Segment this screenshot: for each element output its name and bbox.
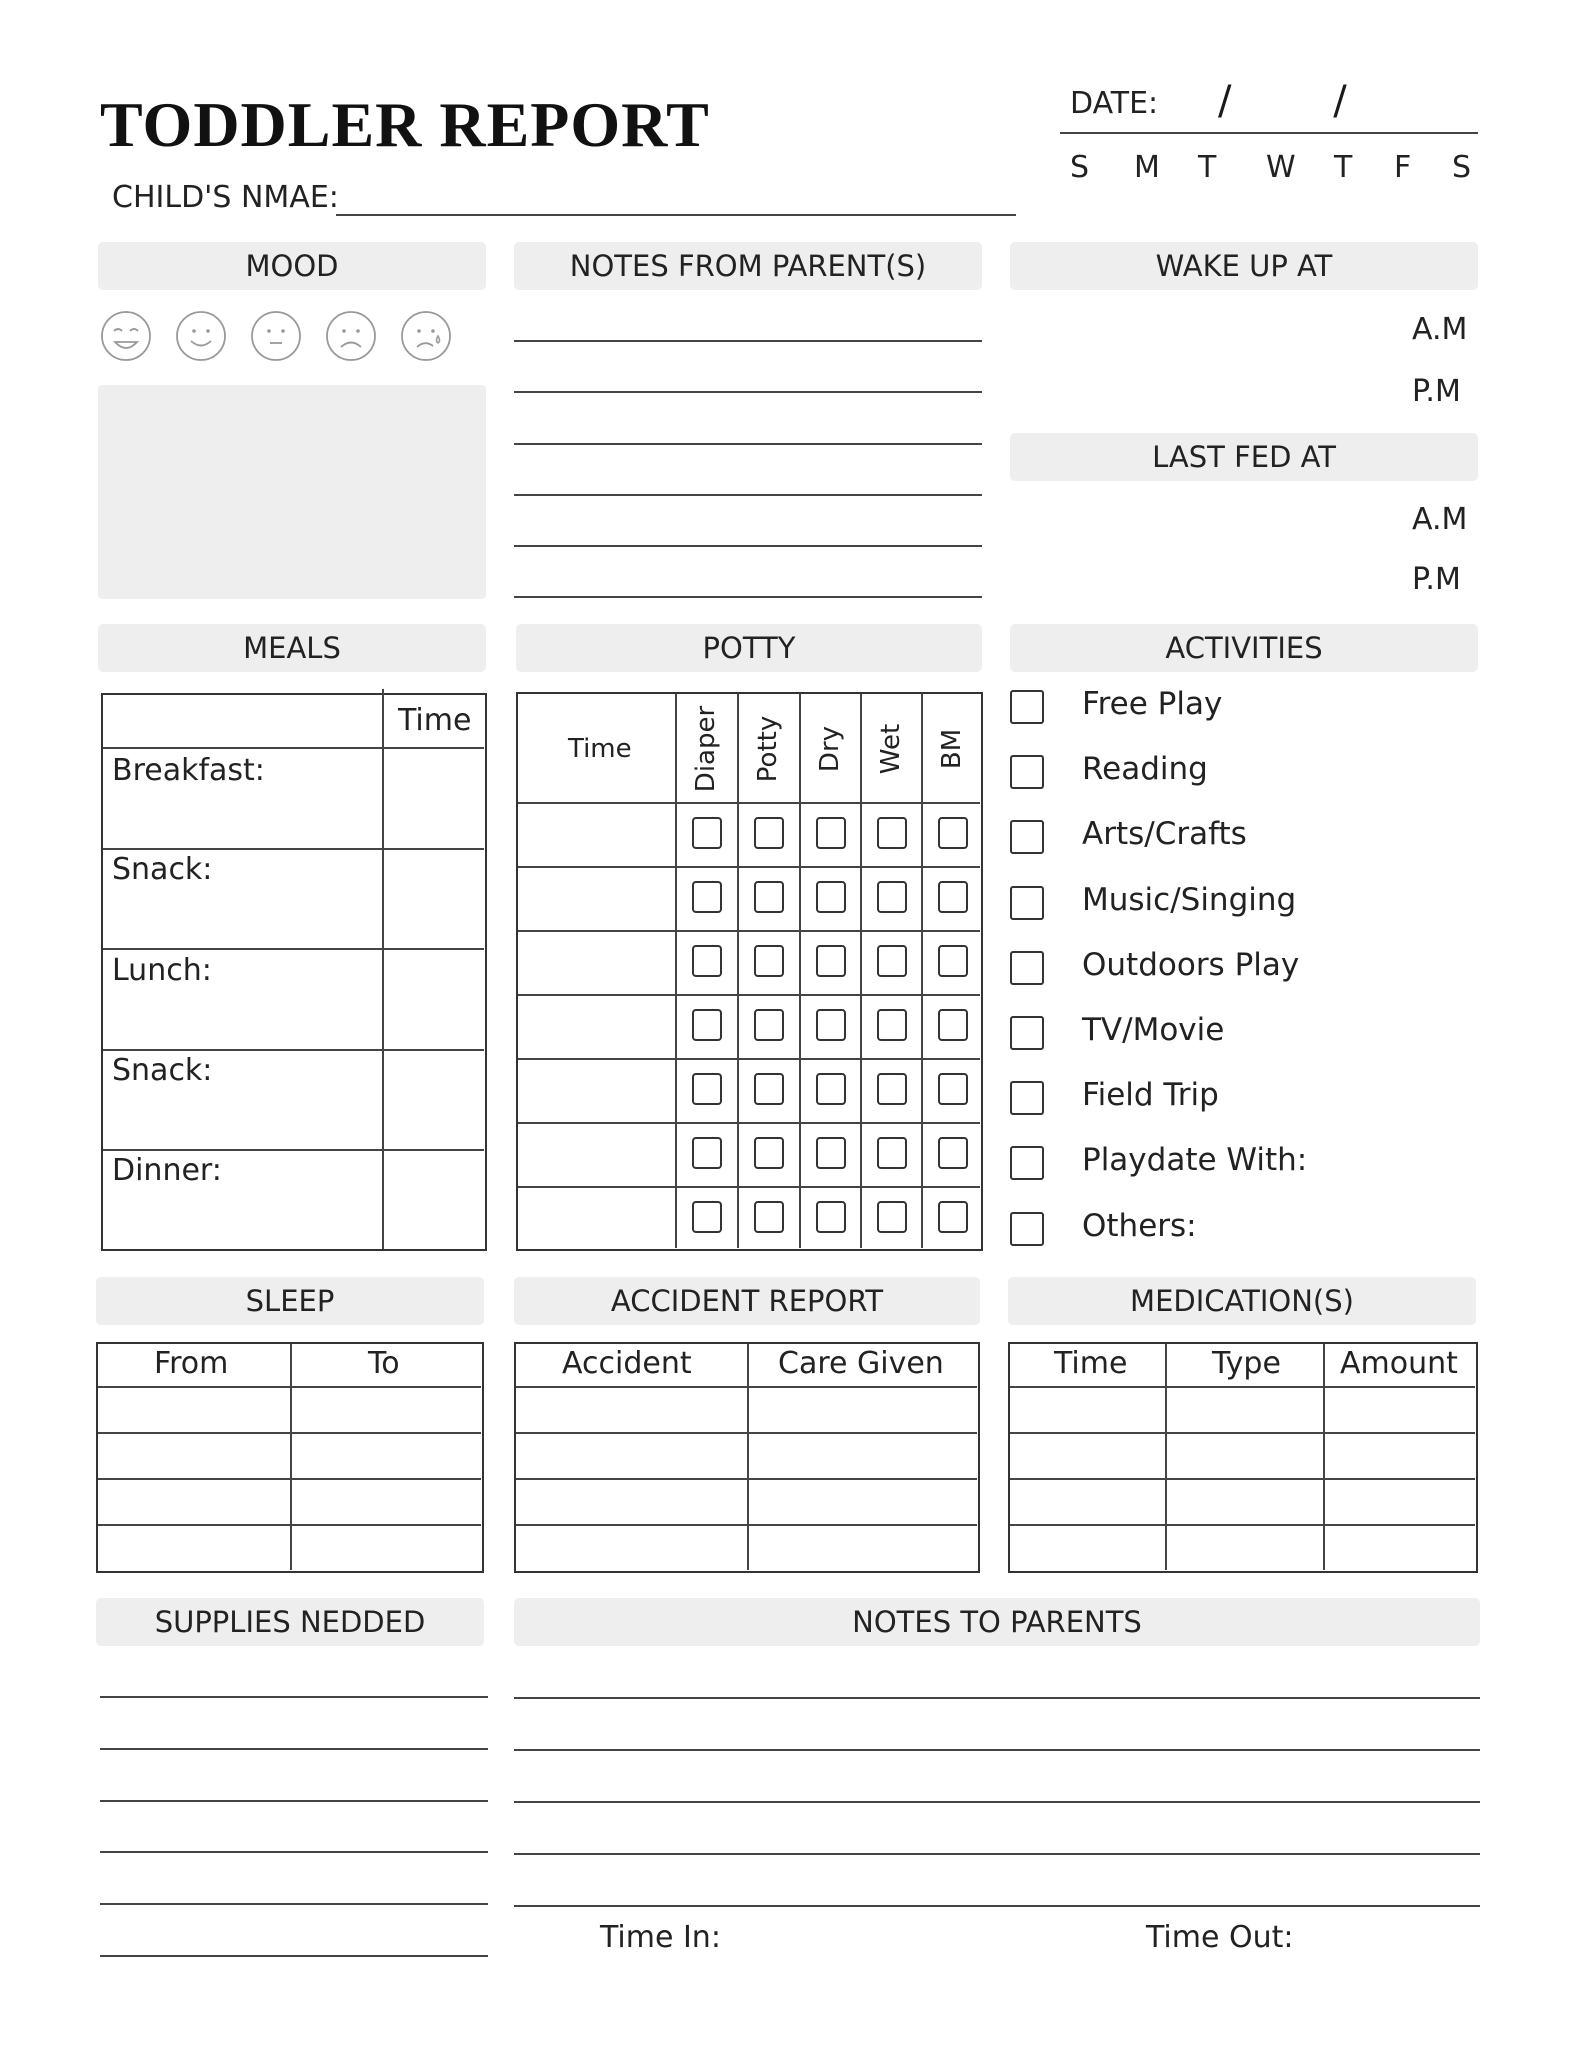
weekday-2[interactable]: T <box>1198 150 1217 185</box>
activity-checkbox[interactable] <box>1010 886 1044 920</box>
weekday-0[interactable]: S <box>1070 150 1090 185</box>
potty-checkbox-dry[interactable] <box>816 1201 846 1233</box>
activity-label: Arts/Crafts <box>1082 816 1247 853</box>
potty-time-header: Time <box>568 734 632 764</box>
supplies-line[interactable] <box>100 1800 488 1802</box>
potty-checkbox-dry[interactable] <box>816 1009 846 1041</box>
potty-checkbox-bm[interactable] <box>938 1137 968 1169</box>
weekday-4[interactable]: T <box>1334 150 1353 185</box>
neutral-face-icon[interactable] <box>250 310 302 366</box>
potty-checkbox-wet[interactable] <box>877 945 907 977</box>
meals-time-header: Time <box>398 703 472 738</box>
smiling-face-icon[interactable] <box>175 310 227 366</box>
activities-header: ACTIVITIES <box>1010 624 1478 672</box>
meals-header: MEALS <box>98 624 486 672</box>
activity-label: Others: <box>1082 1207 1197 1244</box>
activities-list <box>1010 680 1480 1270</box>
potty-checkbox-wet[interactable] <box>877 1009 907 1041</box>
notes-to-parents-line[interactable] <box>514 1853 1480 1855</box>
child-name-field[interactable] <box>336 214 1016 216</box>
meal-label-snack: Snack: <box>112 852 213 887</box>
mood-notes-box[interactable] <box>98 385 486 599</box>
notes-to-parents-line[interactable] <box>514 1697 1480 1699</box>
activity-label: Field Trip <box>1082 1077 1219 1114</box>
laughing-face-icon[interactable] <box>100 310 152 366</box>
supplies-line[interactable] <box>100 1851 488 1853</box>
weekday-selector <box>1060 150 1480 190</box>
medication-type-header: Type <box>1212 1346 1281 1381</box>
potty-checkbox-diaper[interactable] <box>692 1137 722 1169</box>
potty-checkbox-diaper[interactable] <box>692 1201 722 1233</box>
page-title: TODDLER REPORT <box>100 89 710 160</box>
weekday-1[interactable]: M <box>1134 150 1160 185</box>
activity-label: TV/Movie <box>1082 1012 1225 1048</box>
potty-checkbox-diaper[interactable] <box>692 817 722 849</box>
sad-face-icon[interactable] <box>325 310 377 366</box>
activity-checkbox[interactable] <box>1010 755 1044 789</box>
notes-from-parents-header: NOTES FROM PARENT(S) <box>514 242 982 290</box>
potty-checkbox-potty[interactable] <box>754 881 784 913</box>
potty-col-bm: BM <box>937 728 967 770</box>
time-in-label: Time In: <box>600 1920 721 1955</box>
potty-table <box>516 692 983 1251</box>
potty-checkbox-diaper[interactable] <box>692 1073 722 1105</box>
potty-checkbox-dry[interactable] <box>816 1073 846 1105</box>
weekday-5[interactable]: F <box>1394 150 1412 185</box>
potty-checkbox-diaper[interactable] <box>692 881 722 913</box>
activity-label: Free Play <box>1082 686 1223 722</box>
supplies-line[interactable] <box>100 1955 488 1957</box>
potty-checkbox-potty[interactable] <box>754 1201 784 1233</box>
notes-from-parents-line[interactable] <box>514 391 982 393</box>
potty-checkbox-wet[interactable] <box>877 1073 907 1105</box>
potty-checkbox-dry[interactable] <box>816 945 846 977</box>
potty-checkbox-potty[interactable] <box>754 1137 784 1169</box>
notes-to-parents-line[interactable] <box>514 1749 1480 1751</box>
notes-from-parents-line[interactable] <box>514 545 982 547</box>
child-name-label: CHILD'S NMAE: <box>112 180 339 215</box>
activity-checkbox[interactable] <box>1010 1212 1044 1246</box>
potty-checkbox-bm[interactable] <box>938 1009 968 1041</box>
date-label: DATE: <box>1070 86 1159 121</box>
supplies-line[interactable] <box>100 1903 488 1905</box>
medication-table <box>1008 1342 1478 1573</box>
wake-up-header: WAKE UP AT <box>1010 242 1478 290</box>
potty-checkbox-bm[interactable] <box>938 945 968 977</box>
potty-col-diaper: Diaper <box>691 705 721 793</box>
potty-checkbox-potty[interactable] <box>754 1009 784 1041</box>
supplies-line[interactable] <box>100 1696 488 1698</box>
medication-time-header: Time <box>1054 1346 1128 1381</box>
activity-checkbox[interactable] <box>1010 1081 1044 1115</box>
potty-checkbox-dry[interactable] <box>816 881 846 913</box>
meal-label-snack-2: Snack: <box>112 1053 213 1088</box>
wake-up-pm: P.M <box>1412 374 1461 409</box>
activity-checkbox[interactable] <box>1010 820 1044 854</box>
potty-checkbox-diaper[interactable] <box>692 945 722 977</box>
potty-col-wet: Wet <box>876 723 906 775</box>
notes-from-parents-line[interactable] <box>514 340 982 342</box>
meal-label-dinner: Dinner: <box>112 1153 222 1188</box>
potty-checkbox-bm[interactable] <box>938 1073 968 1105</box>
meals-table <box>101 693 487 1251</box>
medication-header: MEDICATION(S) <box>1008 1277 1476 1325</box>
supplies-header: SUPPLIES NEDDED <box>96 1598 484 1646</box>
potty-checkbox-bm[interactable] <box>938 817 968 849</box>
time-out-label: Time Out: <box>1146 1920 1294 1955</box>
date-slashes: / / <box>1218 78 1347 124</box>
activity-checkbox[interactable] <box>1010 1146 1044 1180</box>
sleep-header: SLEEP <box>96 1277 484 1325</box>
activity-label: Outdoors Play <box>1082 946 1300 983</box>
mood-header: MOOD <box>98 242 486 290</box>
accident-table <box>514 1342 980 1573</box>
potty-checkbox-potty[interactable] <box>754 817 784 849</box>
last-fed-pm: P.M <box>1412 562 1461 597</box>
activity-label: Playdate With: <box>1082 1142 1308 1179</box>
activity-label: Reading <box>1082 751 1208 788</box>
supplies-line[interactable] <box>100 1748 488 1750</box>
potty-header: POTTY <box>516 624 982 672</box>
weekday-3[interactable]: W <box>1266 150 1296 185</box>
wake-up-am: A.M <box>1412 312 1468 347</box>
sleep-to-header: To <box>368 1346 400 1381</box>
potty-checkbox-dry[interactable] <box>816 1137 846 1169</box>
meal-label-breakfast: Breakfast: <box>112 753 265 788</box>
activity-checkbox[interactable] <box>1010 1016 1044 1050</box>
medication-amount-header: Amount <box>1340 1346 1458 1381</box>
sleep-table <box>96 1342 484 1573</box>
potty-checkbox-wet[interactable] <box>877 1137 907 1169</box>
potty-checkbox-potty[interactable] <box>754 1073 784 1105</box>
last-fed-header: LAST FED AT <box>1010 433 1478 481</box>
potty-checkbox-potty[interactable] <box>754 945 784 977</box>
notes-to-parents-header: NOTES TO PARENTS <box>514 1598 1480 1646</box>
activity-checkbox[interactable] <box>1010 951 1044 985</box>
potty-col-dry: Dry <box>815 725 845 773</box>
weekday-6[interactable]: S <box>1452 150 1472 185</box>
activity-checkbox[interactable] <box>1010 690 1044 724</box>
sleep-from-header: From <box>154 1346 229 1381</box>
activity-label: Music/Singing <box>1082 881 1297 918</box>
crying-face-icon[interactable] <box>400 310 452 366</box>
notes-to-parents-line[interactable] <box>514 1801 1480 1803</box>
last-fed-am: A.M <box>1412 502 1468 537</box>
potty-checkbox-diaper[interactable] <box>692 1009 722 1041</box>
potty-checkbox-dry[interactable] <box>816 817 846 849</box>
notes-to-parents-line[interactable] <box>514 1905 1480 1907</box>
mood-faces <box>98 310 478 368</box>
potty-checkbox-bm[interactable] <box>938 881 968 913</box>
date-field[interactable] <box>1060 132 1478 134</box>
notes-from-parents-line[interactable] <box>514 494 982 496</box>
accident-header: Accident <box>562 1346 692 1381</box>
notes-from-parents-line[interactable] <box>514 443 982 445</box>
meal-label-lunch: Lunch: <box>112 953 212 988</box>
potty-checkbox-wet[interactable] <box>877 817 907 849</box>
notes-from-parents-line[interactable] <box>514 596 982 598</box>
potty-checkbox-wet[interactable] <box>877 1201 907 1233</box>
accident-report-header: ACCIDENT REPORT <box>514 1277 980 1325</box>
potty-checkbox-wet[interactable] <box>877 881 907 913</box>
care-given-header: Care Given <box>778 1346 944 1381</box>
potty-checkbox-bm[interactable] <box>938 1201 968 1233</box>
potty-col-potty: Potty <box>753 715 783 783</box>
